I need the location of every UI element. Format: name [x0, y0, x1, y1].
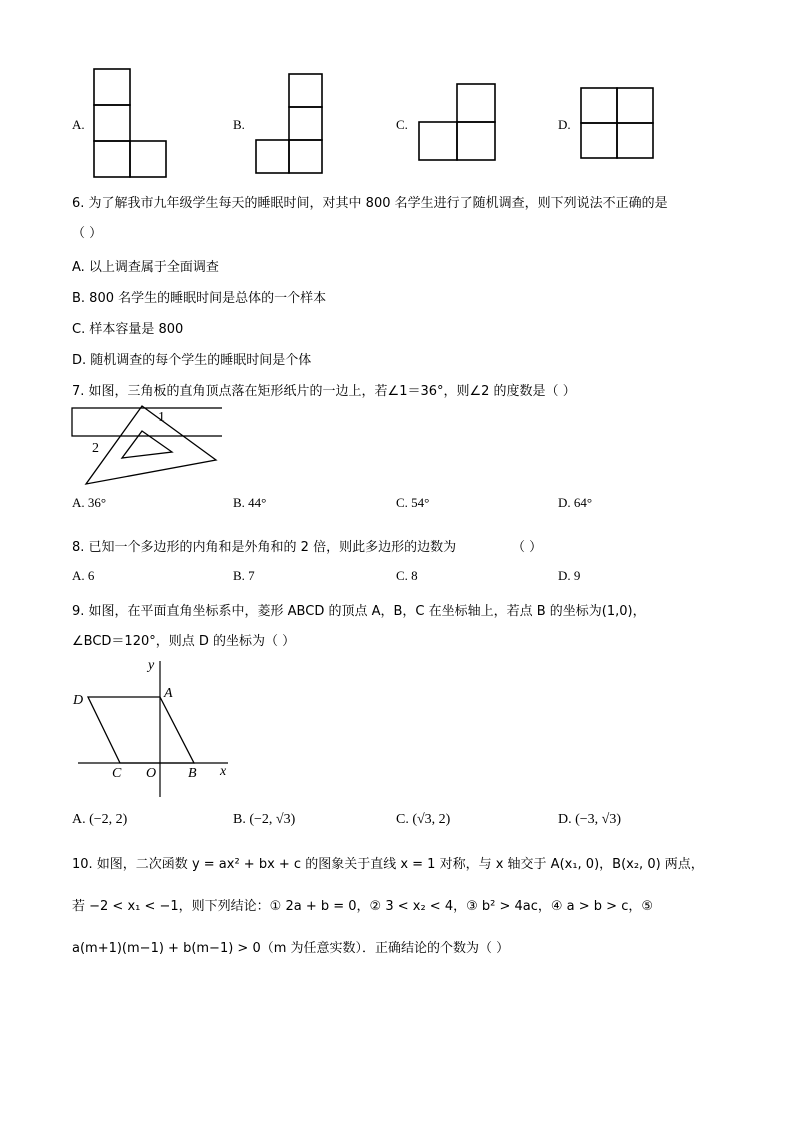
q5-option-d-label: D. — [558, 117, 571, 132]
q7-triangle-inner — [122, 431, 172, 458]
q7-figure — [70, 404, 222, 486]
q7-triangle-outer — [86, 406, 216, 484]
q9-stem-line1: 9. 如图，在平面直角坐标系中，菱形 ABCD 的顶点 A，B，C 在坐标轴上，若点 B 的坐标为(1,0)， — [72, 604, 646, 619]
q6-option-a: A. 以上调查属于全面调查 — [72, 260, 219, 275]
q7-angle-2-label: 2 — [92, 441, 99, 456]
q5-option-c-figure — [416, 82, 500, 164]
q9-stem-line2: ∠BCD＝120°，则点 D 的坐标为（ ） — [72, 634, 296, 649]
q5-option-b-figure — [252, 72, 326, 174]
q9-rhombus — [88, 697, 194, 763]
q9-option-a: A. (−2, 2) — [72, 812, 128, 827]
q9-label-C: C — [112, 766, 122, 781]
q6-option-b: B. 800 名学生的睡眠时间是总体的一个样本 — [72, 291, 327, 306]
q7-rectangle-paper — [72, 408, 222, 436]
q6-option-d: D. 随机调查的每个学生的睡眠时间是个体 — [72, 353, 312, 368]
q10-line1: 10. 如图，二次函数 y = ax² + bx + c 的图象关于直线 x = 1 对称，与 x 轴交于 A(x₁, 0)，B(x₂, 0) 两点， — [72, 857, 704, 872]
q9-label-x: x — [220, 764, 227, 779]
q9-label-D: D — [73, 693, 84, 708]
q5-option-d-figure — [578, 85, 656, 161]
q8-option-d: D. 9 — [558, 568, 581, 583]
q7-option-b: B. 44° — [233, 495, 267, 510]
q6-option-c: C. 样本容量是 800 — [72, 322, 184, 337]
q9-option-d: D. (−3, √3) — [558, 812, 622, 827]
q9-label-B: B — [188, 766, 197, 781]
q10-line3: a(m+1)(m−1) + b(m−1) > 0（m 为任意实数）．正确结论的个数为（ ） — [72, 941, 510, 956]
q7-option-c: C. 54° — [396, 495, 430, 510]
q7-angle-1-label: 1 — [158, 410, 165, 425]
q6-stem-line2: （ ） — [72, 226, 103, 241]
q8-option-a: A. 6 — [72, 568, 95, 583]
q5-option-b-label: B. — [233, 117, 245, 132]
q9-coordinate-figure — [70, 655, 235, 800]
q5-option-a-label: A. — [72, 117, 85, 132]
q10-line2: 若 −2 < x₁ < −1，则下列结论：① 2a + b = 0，② 3 < x₂ < 4，③ b² > 4ac，④ a > b > c，⑤ — [72, 899, 654, 914]
q9-label-A: A — [164, 686, 173, 701]
q9-option-c: C. (√3, 2) — [396, 812, 451, 827]
q7-option-d: D. 64° — [558, 495, 593, 510]
q5-option-c-label: C. — [396, 117, 408, 132]
q8-option-c: C. 8 — [396, 568, 418, 583]
q9-label-y: y — [148, 658, 155, 673]
q7-stem: 7. 如图，三角板的直角顶点落在矩形纸片的一边上，若∠1＝36°，则∠2 的度数是（ ） — [72, 384, 576, 399]
q9-option-b: B. (−2, √3) — [233, 812, 296, 827]
q6-stem-line1: 6. 为了解我市九年级学生每天的睡眠时间，对其中 800 名学生进行了随机调查，则下列说法不正确的是 — [72, 196, 668, 211]
q8-stem: 8. 已知一个多边形的内角和是外角和的 2 倍，则此多边形的边数为 — [72, 540, 457, 555]
q7-option-a: A. 36° — [72, 495, 107, 510]
q9-label-O: O — [146, 766, 157, 781]
q8-paren: （ ） — [512, 540, 543, 555]
q5-option-a-figure — [90, 66, 172, 178]
q8-option-b: B. 7 — [233, 568, 255, 583]
